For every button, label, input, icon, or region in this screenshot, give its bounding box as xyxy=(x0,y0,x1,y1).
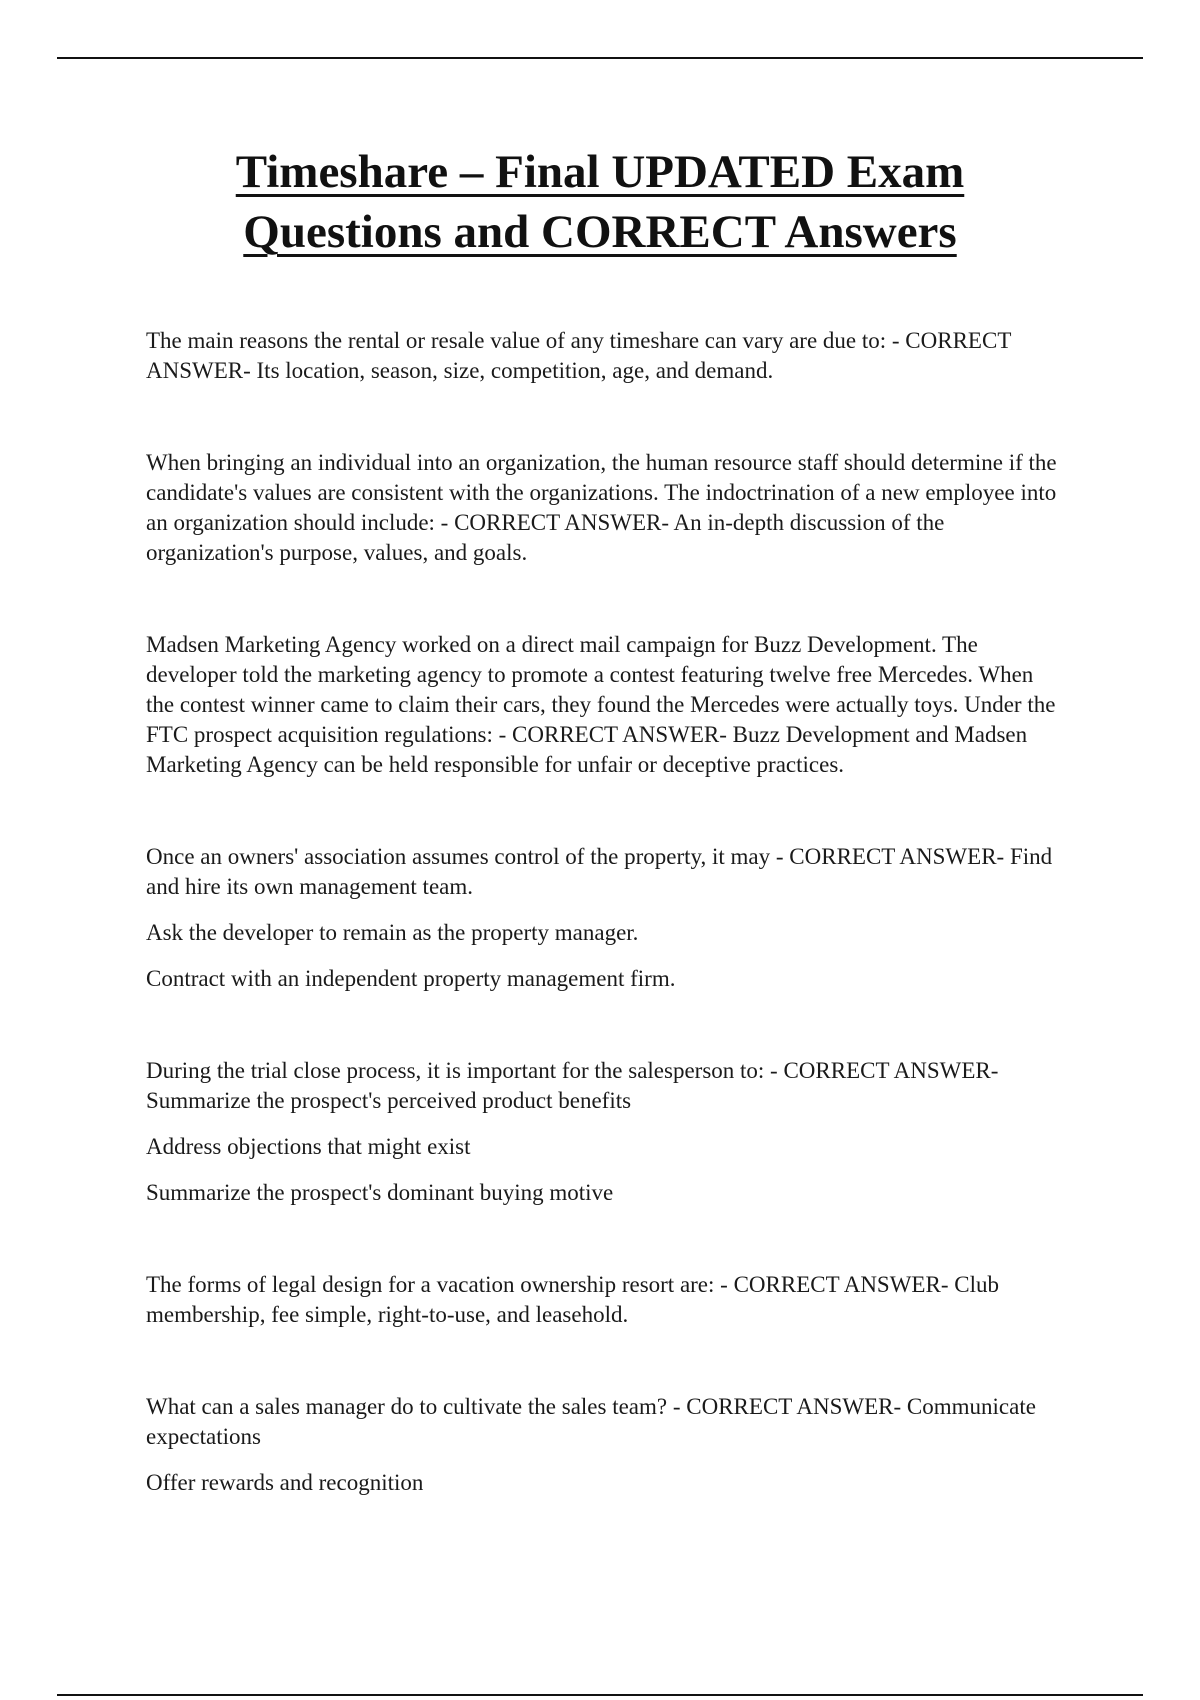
qa-item xyxy=(146,448,1066,568)
title-line-1: Timeshare – Final UPDATED Exam xyxy=(235,146,965,198)
qa-paragraph: Once an owners' association assumes control of the property, it may - CORRECT ANSWER- Find and hire its own management team. xyxy=(146,844,1053,899)
qa-list xyxy=(146,326,1066,1560)
qa-paragraph: Summarize the prospect's dominant buying motive xyxy=(146,1180,614,1205)
bottom-rule xyxy=(57,1694,1143,1696)
qa-paragraph: What can a sales manager do to cultivate the sales team? - CORRECT ANSWER- Communicate expectations xyxy=(146,1394,1036,1449)
qa-paragraph: Offer rewards and recognition xyxy=(146,1470,424,1495)
qa-item xyxy=(146,630,1066,780)
qa-paragraph: During the trial close process, it is important for the salesperson to: - CORRECT ANSWER- Summarize the prospect's perceived product benefits xyxy=(146,1058,999,1113)
qa-paragraph: Ask the developer to remain as the property manager. xyxy=(146,920,639,945)
qa-paragraph: Address objections that might exist xyxy=(146,1134,471,1159)
qa-item xyxy=(146,842,1066,994)
qa-paragraph: The forms of legal design for a vacation ownership resort are: - CORRECT ANSWER- Club membership, fee simple, right-to-use, and leasehold. xyxy=(146,1272,999,1327)
qa-item xyxy=(146,1392,1066,1498)
document-title xyxy=(146,142,1054,262)
top-rule xyxy=(57,57,1143,59)
qa-paragraph: Madsen Marketing Agency worked on a direct mail campaign for Buzz Development. The developer told the marketing agency to promote a contest featuring twelve free Mercedes. When the contest winner came to claim their cars, they found the Mercedes were actually toys. Under the FTC prospect acquisition regulations: - CORRECT ANSWER- Buzz Development and Madsen Marketing Agency can be held responsible for unfair or deceptive practices. xyxy=(146,632,1056,777)
title-line-2: Questions and CORRECT Answers xyxy=(243,206,957,258)
qa-paragraph: When bringing an individual into an organization, the human resource staff should determine if the candidate's values are consistent with the organizations. The indoctrination of a new employee into an organization should include: - CORRECT ANSWER- An in-depth discussion of the organization's purpose, values, and goals. xyxy=(146,450,1057,565)
qa-item xyxy=(146,326,1066,386)
qa-paragraph: Contract with an independent property management firm. xyxy=(146,966,676,991)
qa-item xyxy=(146,1056,1066,1208)
qa-item xyxy=(146,1270,1066,1330)
qa-paragraph: The main reasons the rental or resale value of any timeshare can vary are due to: - CORRECT ANSWER- Its location, season, size, competition, age, and demand. xyxy=(146,328,1011,383)
